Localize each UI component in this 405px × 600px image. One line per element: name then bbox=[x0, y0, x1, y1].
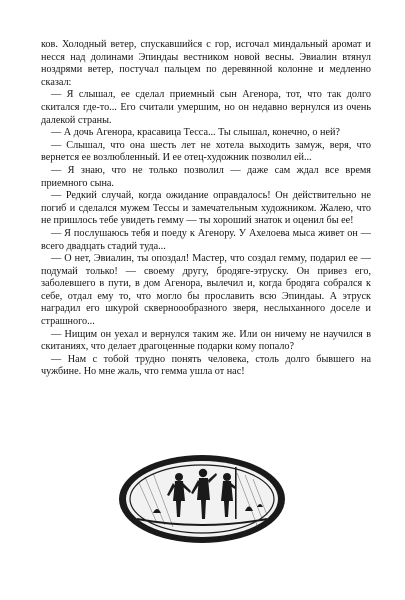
paragraph-3: — А дочь Агенора, красавица Тесса... Ты слышал, конечно, о ней? bbox=[51, 127, 340, 139]
paragraph-8: — О нет, Эвиалин, ты опоздал! Мастер, что создал гемму, подарил ее — подумай только! — своему другу, бродяге-этруску. Он привез его, заболевшего в пути, в дом Агенора, вылечил и, когда бродяга собрался к себе, отдал ему то, что могло бы прославить всю Эпиндаы. А этруск наградил его шкурой скверноообразного зверя, неслыханного доселе и страшного... bbox=[41, 253, 371, 328]
gem-engraving-icon bbox=[117, 453, 287, 545]
paragraph-2: — Я слышал, ее сделал приемный сын Агенора, тот, что так долго скитался где-то... Его считали умершим, но он недавно вернулся из очень далекой страны. bbox=[41, 89, 371, 126]
paragraph-1: ков. Холодный ветер, спускавшийся с гор, исгочал миндальный аромат и несся над долинами Эпиндаы вестником новой весны. Эвиалин втянул ноздрями ветер, постучал пальцем по деревянной колонне и медленно сказал: bbox=[41, 39, 371, 88]
paragraph-6: — Редкий случай, когда ожидание оправдалось! Он действительно не погиб и сделался мужем Тессы и замечательным художником. Жалею, что не пришлось тебе увидеть гемму — ты хороший знаток и оценил бы ее! bbox=[41, 190, 371, 227]
paragraph-9: — Нищим он уехал и вернулся таким же. Или он ничему не научился в скитаниях, что делает драгоценные подарки кому попало? bbox=[41, 328, 371, 353]
paragraph-4: — Слышал, что она шесть лет не хотела выходить замуж, веря, что вернется ее возлюбленный. И ее отец-художник позволил ей... bbox=[41, 139, 371, 164]
book-page-text bbox=[41, 39, 371, 379]
gem-illustration bbox=[117, 453, 287, 545]
paragraph-5: — Я знаю, что не только позволил — даже сам ждал все время приемного сына. bbox=[41, 164, 371, 189]
paragraph-7: — Я послушаюсь тебя и поеду к Агенору. У Ахелоева мыса живет он — всего двадцать стадий туда... bbox=[41, 227, 371, 252]
paragraph-10: — Нам с тобой трудно понять человека, столь долго бывшего на чужбине. Но мне жаль, что гемма ушла от нас! bbox=[41, 353, 371, 378]
